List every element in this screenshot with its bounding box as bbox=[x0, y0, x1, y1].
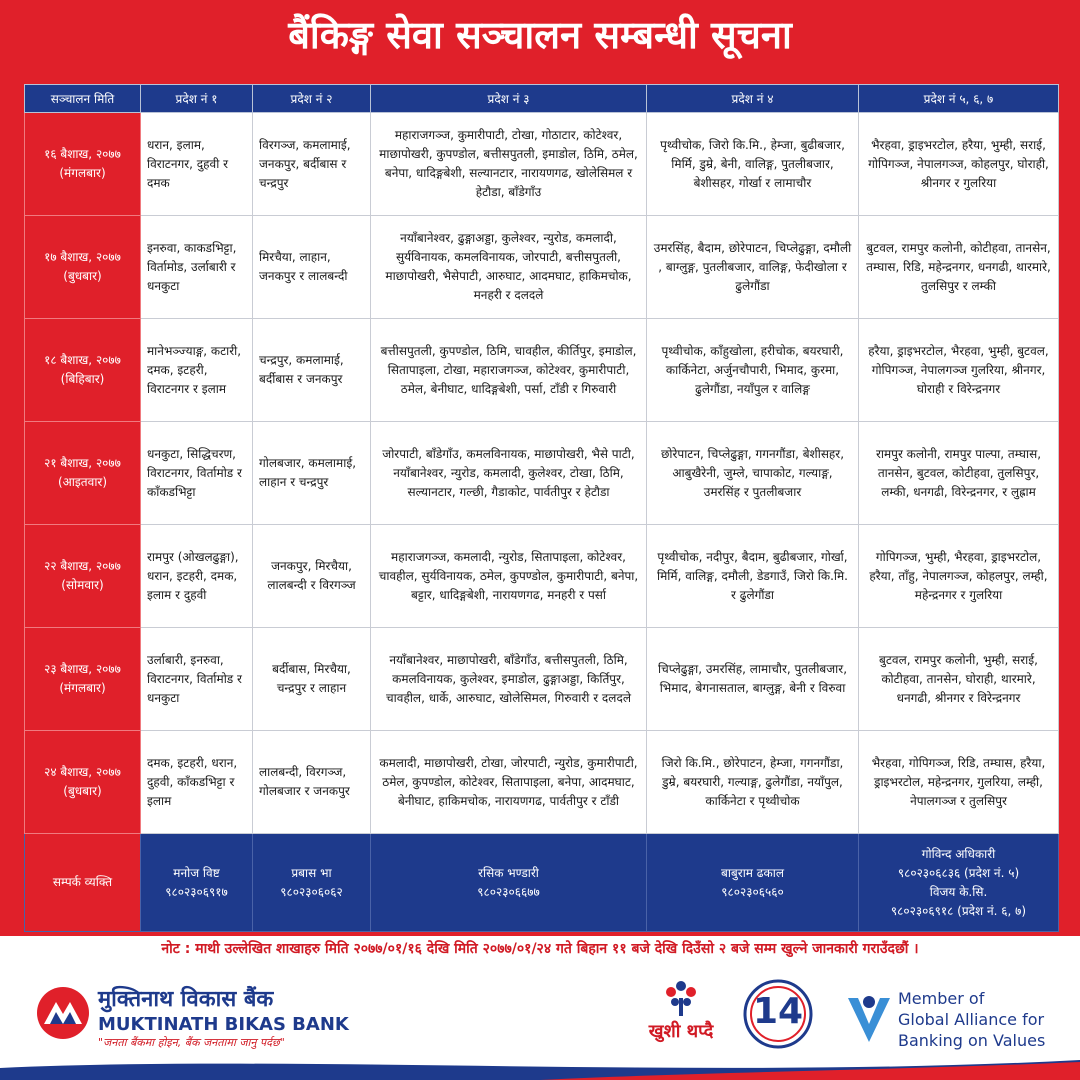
header-date: सञ्चालन मिति bbox=[25, 85, 141, 113]
province-5-7-branches: भैरहवा, गोपिगञ्ज, रिडि, तम्घास, हरैया, ड्राइभरटोल, महेन्द्रनगर, गुलरिया, लम्ही, नेपालगञ्ज र तुलसिपुर bbox=[859, 731, 1059, 834]
contact-phone: ९८०२३०६९१८ (प्रदेश नं. ६, ७) bbox=[890, 903, 1027, 918]
day-text: (सोमवार) bbox=[61, 578, 104, 592]
day-text: (बुधबार) bbox=[63, 269, 102, 283]
anniversary-badge bbox=[742, 978, 814, 1050]
table-row bbox=[25, 525, 1059, 628]
contact-label: सम्पर्क व्यक्ति bbox=[25, 834, 141, 932]
province-3-branches: बत्तीसपुतली, कुपण्डोल, ठिमि, चावहील, कीर्तिपुर, इमाडोल, सितापाइला, टोखा, महाराजगञ्ज, कोटेश्वर, कुमारीपाटी, ठमेल, बेनीघाट, धादिङ्गबेशी, पर्सा, टाँडी र गिरुवारी bbox=[371, 319, 647, 422]
contact-phone: ९८०२३०६६७७ bbox=[477, 884, 540, 899]
province-1-branches: मानेभञ्ज्याङ्ग, कटारी, दमक, इटहरी, विराटनगर र इलाम bbox=[141, 319, 253, 422]
bank-name-nepali: मुक्तिनाथ विकास बैंक bbox=[98, 987, 274, 1012]
campaign-logo bbox=[636, 976, 726, 1056]
date-text: २१ बैशाख, २०७७ bbox=[44, 456, 121, 470]
day-text: (बुधबार) bbox=[63, 784, 102, 798]
contact-province-1 bbox=[141, 834, 253, 932]
province-5-7-branches: बुटवल, रामपुर कलोनी, कोटीहवा, तानसेन, तम्घास, रिडि, महेन्द्रनगर, धनगढी, थारमारे, तुलसिपुर र लम्की bbox=[859, 216, 1059, 319]
province-4-branches: छोरेपाटन, चिप्लेढुङ्गा, गगनगौंडा, बेशीसहर, आबुखैरेनी, जुम्ले, चापाकोट, गल्याङ्ग, उमरसिंह र पुतलीबजार bbox=[647, 422, 859, 525]
province-1-branches: धरान, इलाम, विराटनगर, दुहवी र दमक bbox=[141, 113, 253, 216]
day-text: (मंगलबार) bbox=[59, 681, 106, 695]
province-1-branches: उर्लाबारी, इनरुवा, विराटनगर, विर्तामोड र धनकुटा bbox=[141, 628, 253, 731]
header-province-1: प्रदेश नं १ bbox=[141, 85, 253, 113]
table-row bbox=[25, 628, 1059, 731]
tree-icon bbox=[659, 976, 703, 1020]
bank-name-english: MUKTINATH BIKAS BANK bbox=[98, 1014, 349, 1035]
province-4-branches: पृथ्वीचोक, काँहुखोला, हरीचोक, बयरघारी, कार्किनेटा, अर्जुनचौपारी, भिमाद, कुरमा, ढुलेगौंडा, नयाँपुल र वालिङ्ग bbox=[647, 319, 859, 422]
footer bbox=[0, 966, 1080, 1080]
campaign-text: खुशी थप्दै bbox=[648, 1021, 714, 1042]
province-1-branches: इनरुवा, काकडभिट्टा, विर्तामोड, उर्लाबारी र धनकुटा bbox=[141, 216, 253, 319]
contact-province-5-7 bbox=[859, 834, 1059, 932]
contact-phone: ९८०२३०६८३६ (प्रदेश नं. ५) bbox=[897, 865, 1020, 880]
schedule-table bbox=[24, 84, 1059, 932]
table-row bbox=[25, 113, 1059, 216]
date-cell bbox=[25, 422, 141, 525]
alliance-line-2: Global Alliance for bbox=[898, 1010, 1045, 1029]
province-1-branches: रामपुर (ओखलढुङ्गा), धरान, इटहरी, दमक, इलाम र दुहवी bbox=[141, 525, 253, 628]
contact-row bbox=[25, 834, 1059, 932]
date-text: २२ बैशाख, २०७७ bbox=[44, 559, 121, 573]
contact-phone: ९८०२३०६०६२ bbox=[280, 884, 343, 899]
date-text: २३ बैशाख, २०७७ bbox=[44, 662, 121, 676]
province-5-7-branches: बुटवल, रामपुर कलोनी, भुम्ही, सराई, कोटीहवा, तानसेन, घोराही, थारमारे, धनगढी, श्रीनगर र विरेन्द्रनगर bbox=[859, 628, 1059, 731]
header-province-2: प्रदेश नं २ bbox=[253, 85, 371, 113]
notice-footnote: नोट : माथी उल्लेखित शाखाहरु मिति २०७७/०१/१६ देखि मिति २०७७/०१/२४ गते बिहान ११ बजे देखि दिउँसो २ बजे सम्म खुल्ने जानकारी गराउँदछौं । bbox=[161, 941, 919, 957]
day-text: (बिहिबार) bbox=[60, 372, 105, 386]
table-row bbox=[25, 731, 1059, 834]
contact-province-4 bbox=[647, 834, 859, 932]
table-row bbox=[25, 216, 1059, 319]
province-3-branches: महाराजगञ्ज, कुमारीपाटी, टोखा, गोठाटार, कोटेश्वर, माछापोखरी, कुपण्डोल, बत्तीसपुतली, इमाडोल, ठिमि, ठमेल, बनेपा, धादिङ्गबेशी, सल्यानटार, नारायणगढ, खोलेसिमल र हेटौडा, बाँडेगाँउ bbox=[371, 113, 647, 216]
province-2-branches: विरगञ्ज, कमलामाई, जनकपुर, बर्दीबास र चन्द्रपुर bbox=[253, 113, 371, 216]
alliance-logo-block bbox=[846, 988, 1056, 1052]
day-text: (आइतवार) bbox=[57, 475, 108, 489]
alliance-text bbox=[898, 988, 1058, 1051]
province-3-branches: नयाँबानेश्वर, ढुङ्गाअड्डा, कुलेश्वर, न्युरोड, कमलादी, सुर्यविनायक, कमलविनायक, जोरपाटी, बत्तीसपुतली, माछापोखरी, भैसेपाटी, आरुघाट, आदमघाट, हाकिमचोक, मनहरी र दलदले bbox=[371, 216, 647, 319]
date-text: १७ बैशाख, २०७७ bbox=[44, 250, 121, 264]
alliance-line-1: Member of bbox=[898, 989, 985, 1008]
contact-name: रसिक भण्डारी bbox=[478, 865, 539, 880]
date-text: २४ बैशाख, २०७७ bbox=[44, 765, 121, 779]
header-province-5-6-7: प्रदेश नं ५, ६, ७ bbox=[859, 85, 1059, 113]
table-row bbox=[25, 422, 1059, 525]
date-cell bbox=[25, 525, 141, 628]
date-cell bbox=[25, 628, 141, 731]
province-4-branches: पृथ्वीचोक, नदीपुर, बैदाम, बुढीबजार, गोर्खा, मिर्मि, वालिङ्ग, दमौली, डेडगाउँ, जिरो कि.मि. र ढुलेगौंडा bbox=[647, 525, 859, 628]
contact-name: मनोज विष्ट bbox=[173, 865, 220, 880]
province-5-7-branches: रामपुर कलोनी, रामपुर पाल्पा, तम्घास, तानसेन, बुटवल, कोटीहवा, तुलसिपुर, लम्की, धनगढी, विरेन्द्रनगर, र लुह्राम bbox=[859, 422, 1059, 525]
date-cell bbox=[25, 113, 141, 216]
province-5-7-branches: भैरहवा, ड्राइभरटोल, हरैया, भुम्ही, सराई, गोपिगञ्ज, नेपालगञ्ज, कोहलपुर, घोराही, श्रीनगर र गुलरिया bbox=[859, 113, 1059, 216]
province-5-7-branches: हरैया, ड्राइभरटोल, भैरहवा, भुम्ही, बुटवल, गोपिगञ्ज, नेपालगञ्ज गुलरिया, श्रीनगर, घोराही र विरेन्द्रनगर bbox=[859, 319, 1059, 422]
province-2-branches: लालबन्दी, विरगञ्ज, गोलबजार र जनकपुर bbox=[253, 731, 371, 834]
alliance-v-icon bbox=[846, 992, 892, 1046]
contact-name: गोविन्द अधिकारी bbox=[921, 846, 996, 861]
date-text: १६ बैशाख, २०७७ bbox=[44, 147, 121, 161]
province-3-branches: महाराजगञ्ज, कमलादी, न्युरोड, सितापाइला, कोटेश्वर, चावहील, सुर्यविनायक, ठमेल, कुपण्डोल, कुमारीपाटी, बनेपा, बट्टार, धादिङ्गबेशी, नारायणगढ, मनहरी र पर्सा bbox=[371, 525, 647, 628]
province-3-branches: नयाँबानेश्वर, माछापोखरी, बाँडेगाँउ, बत्तीसपुतली, ठिमि, कमलविनायक, कुलेश्वर, इमाडोल, ढुङ्गाअड्डा, किर्तिपुर, चावहील, धार्के, आरुघाट, खोलेसिमल, गिरुवारी र दलदले bbox=[371, 628, 647, 731]
bank-logo-block bbox=[36, 986, 349, 1050]
contact-name: बाबुराम ढकाल bbox=[720, 865, 785, 880]
contact-province-2 bbox=[253, 834, 371, 932]
province-2-branches: गोलबजार, कमलामाई, लाहान र चन्द्रपुर bbox=[253, 422, 371, 525]
day-text: (मंगलबार) bbox=[59, 166, 106, 180]
date-cell bbox=[25, 731, 141, 834]
contact-phone: ९८०२३०६९१७ bbox=[165, 884, 228, 899]
date-cell bbox=[25, 319, 141, 422]
province-1-branches: धनकुटा, सिद्धिचरण, विराटनगर, विर्तामोड र काँकडभिट्टा bbox=[141, 422, 253, 525]
province-4-branches: चिप्लेढुङ्गा, उमरसिंह, लामाचौर, पुतलीबजार, भिमाद, बेगनासताल, बाग्लुङ्ग, बेनी र विरुवा bbox=[647, 628, 859, 731]
province-4-branches: जिरो कि.मि., छोरेपाटन, हेम्जा, गगनगौंडा, डुम्रे, बयरघारी, गल्याङ्ग, ढुलेगौंडा, नयाँपुल, कार्किनेटा र पृथ्वीचोक bbox=[647, 731, 859, 834]
contact-name: प्रबास भा bbox=[291, 865, 332, 880]
province-4-branches: पृथ्वीचोक, जिरो कि.मि., हेम्जा, बुढीबजार, मिर्मि, डुम्रे, बेनी, वालिङ्ग, पुतलीबजार, बेशीसहर, गोर्खा र लामाचौर bbox=[647, 113, 859, 216]
footer-wave bbox=[0, 1050, 1080, 1080]
province-5-7-branches: गोपिगञ्ज, भुम्ही, भैरहवा, ड्राइभरटोल, हरैया, ताँहु, नेपालगञ्ज, कोहलपुर, लम्ही, महेन्द्रनगर र गुलरिया bbox=[859, 525, 1059, 628]
province-1-branches: दमक, इटहरी, धरान, दुहवी, काँकडभिट्टा र इलाम bbox=[141, 731, 253, 834]
province-3-branches: कमलादी, माछापोखरी, टोखा, जोरपाटी, न्युरोड, कुमारीपाटी, ठमेल, कुपण्डोल, कोटेश्वर, सितापाइला, बनेपा, आदमघाट, बेनीघाट, हाकिमचोक, नारायणगढ, पार्वतीपुर र टाँडी bbox=[371, 731, 647, 834]
header-province-3: प्रदेश नं ३ bbox=[371, 85, 647, 113]
date-text: १८ बैशाख, २०७७ bbox=[44, 353, 121, 367]
contact-phone: ९८०२३०६५६० bbox=[721, 884, 784, 899]
province-2-branches: चन्द्रपुर, कमलामाई, बर्दीबास र जनकपुर bbox=[253, 319, 371, 422]
notice-title: बैंकिङ्ग सेवा सञ्चालन सम्बन्धी सूचना bbox=[288, 13, 792, 57]
table-row bbox=[25, 319, 1059, 422]
contact-name: विजय के.सि. bbox=[929, 884, 988, 899]
bank-logo-icon bbox=[36, 986, 90, 1040]
province-2-branches: बर्दीबास, मिरचैया, चन्द्रपुर र लाहान bbox=[253, 628, 371, 731]
province-2-branches: जनकपुर, मिरचैया, लालबन्दी र विरगञ्ज bbox=[253, 525, 371, 628]
date-cell bbox=[25, 216, 141, 319]
anniversary-number: 14 bbox=[752, 991, 804, 1032]
province-3-branches: जोरपाटी, बाँडेगाँउ, कमलविनायक, माछापोखरी, भैसे पाटी, नयाँबानेश्वर, न्युरोड, कमलादी, कुलेश्वर, टोखा, ठिमि, सल्यानटार, गल्छी, गैडाकोट, पार्वतीपुर र हेटौडा bbox=[371, 422, 647, 525]
contact-province-3 bbox=[371, 834, 647, 932]
table-header-row bbox=[25, 85, 1059, 113]
header-province-4: प्रदेश नं ४ bbox=[647, 85, 859, 113]
alliance-line-3: Banking on Values bbox=[898, 1031, 1046, 1050]
bank-tagline: "जनता बैंकमा होइन, बैंक जनतामा जानु पर्दछ" bbox=[98, 1036, 285, 1049]
province-2-branches: मिरचैया, लाहान, जनकपुर र लालबन्दी bbox=[253, 216, 371, 319]
province-4-branches: उमरसिंह, बैदाम, छोरेपाटन, चिप्लेढुङ्गा, दमौली , बाग्लुङ्ग, पुतलीबजार, वालिङ्ग, फेदीखोला र ढुलेगौंडा bbox=[647, 216, 859, 319]
